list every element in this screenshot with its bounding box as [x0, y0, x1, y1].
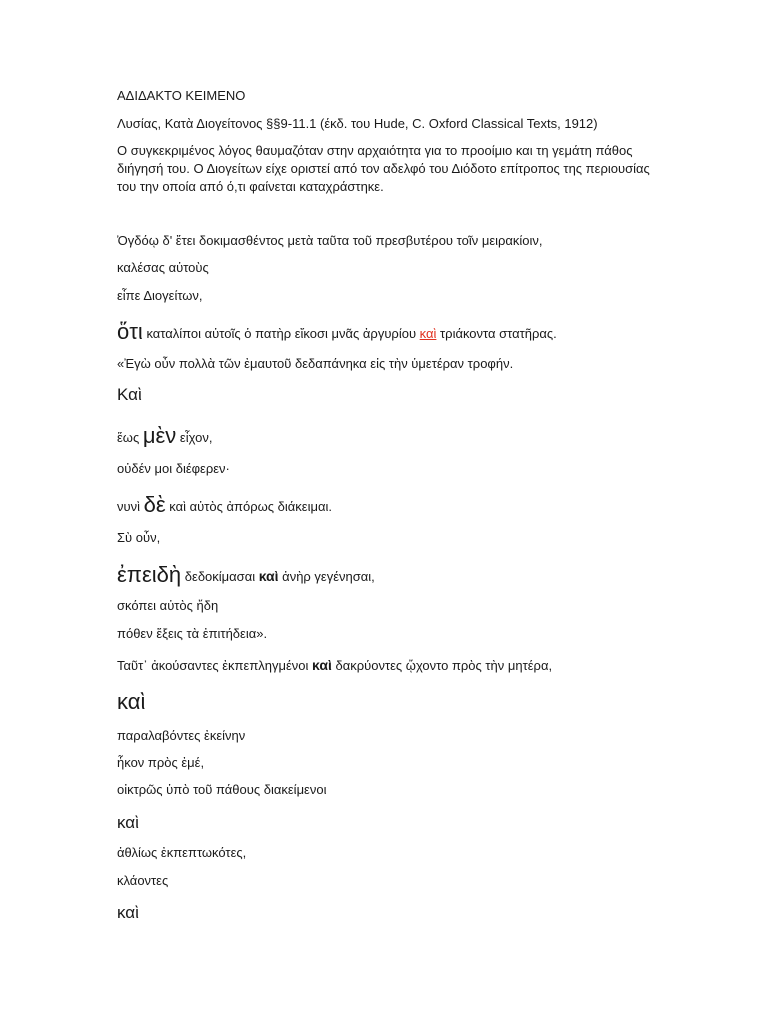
- text-segment: δεδοκίμασαι: [181, 569, 259, 584]
- text-line-17: ἧκον πρὸς ἐμέ,: [117, 755, 205, 770]
- text-line-22: καὶ: [117, 903, 139, 922]
- text-line-10: Σὺ οὖν,: [117, 530, 161, 545]
- text-segment: καταλίποι αὐτοῖς ὁ πατὴρ εἴκοσι μνᾶς ἀργυρίου: [142, 326, 420, 341]
- text-segment: εἶχον,: [176, 430, 213, 445]
- text-line-20: ἀθλίως ἐκπεπτωκότες,: [117, 845, 247, 860]
- text-line-2: καλέσας αὐτοὺς: [117, 260, 209, 275]
- text-line-18: οἰκτρῶς ὑπὸ τοῦ πάθους διακείμενοι: [117, 782, 327, 797]
- text-segment: ἕως: [117, 430, 143, 445]
- text-line-19: καὶ: [117, 813, 139, 832]
- emphasized-word: ἐπειδὴ: [117, 562, 182, 587]
- text-line-13: πόθεν ἕξεις τὰ ἐπιτήδεια».: [117, 626, 268, 641]
- text-line-16: παραλαβόντες ἐκείνην: [117, 728, 246, 743]
- text-line-11: [117, 563, 672, 587]
- emphasized-word: δὲ: [143, 492, 166, 517]
- text-line-3: εἶπε Διογείτων,: [117, 288, 203, 303]
- text-line-1: Ὀγδόῳ δ' ἔτει δοκιμασθέντος μετὰ ταῦτα τοῦ πρεσβυτέρου τοῖν μειρακίοιν,: [117, 233, 543, 248]
- text-line-7: [117, 424, 672, 448]
- text-line-12: σκόπει αὐτὸς ἤδη: [117, 598, 219, 613]
- text-line-9: [117, 493, 672, 517]
- text-line-21: κλάοντες: [117, 873, 169, 888]
- text-segment: τριάκοντα στατῆρας.: [436, 326, 557, 341]
- emphasized-word: μὲν: [142, 423, 177, 448]
- text-segment: ἀνὴρ γεγένησαι,: [278, 569, 375, 584]
- text-line-4: [117, 320, 672, 344]
- emphasized-word: ὅτι: [117, 319, 143, 344]
- text-line-14: [117, 656, 672, 675]
- intro-paragraph: Ο συγκεκριμένος λόγος θαυμαζόταν στην αρχαιότητα για το προοίμιο και τη γεμάτη πάθος διήγησή του. Ο Διογείτων είχε οριστεί από τον αδελφό του Διόδοτο επίτροπος της περιουσίας του την οποία από ό,τι φαίνεται καταχράστηκε.: [117, 143, 650, 194]
- text-line-6: Καὶ: [117, 385, 142, 404]
- text-line-15: καὶ: [117, 689, 146, 714]
- text-segment: καὶ αὐτὸς ἀπόρως διάκειμαι.: [165, 499, 332, 514]
- text-line-5: «Ἐγὼ οὖν πολλὰ τῶν ἐμαυτοῦ δεδαπάνηκα εἰς τὴν ὑμετέραν τροφήν.: [117, 356, 514, 371]
- document-title: ΑΔΙΔΑΚΤΟ ΚΕΙΜΕΝΟ: [117, 88, 246, 103]
- bold-word: καὶ: [258, 568, 279, 584]
- text-segment: δακρύοντες ᾤχοντο πρὸς τὴν μητέρα,: [331, 658, 553, 673]
- bold-word: καὶ: [312, 657, 332, 673]
- text-segment: Ταῦτ᾽ ἀκούσαντες ἐκπεπληγμένοι: [117, 658, 313, 673]
- text-segment: νυνὶ: [117, 499, 144, 514]
- text-line-8: οὐδέν μοι διέφερεν·: [117, 461, 230, 476]
- highlighted-word: καὶ: [419, 326, 437, 341]
- source-citation: Λυσίας, Κατὰ Διογείτονος §§9-11.1 (έκδ. του Hude, C. Oxford Classical Texts, 1912): [117, 116, 598, 131]
